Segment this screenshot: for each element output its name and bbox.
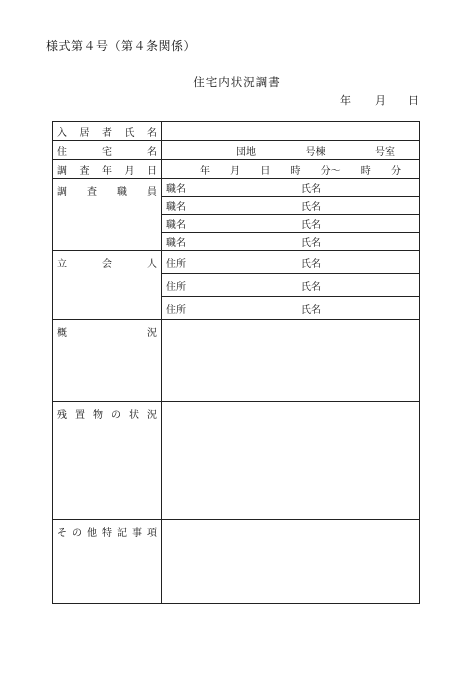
date-month-label: 月 [375,94,386,107]
survey-date-row [53,160,420,179]
witness-row [53,251,420,274]
label-char: 項 [147,528,157,539]
label-char: の [111,410,121,421]
overview-label-cell [53,320,162,402]
witness-entry-1[interactable] [162,251,420,274]
label-char: 氏 [124,127,135,139]
label-char: 概 [57,328,67,339]
staff-position-label: 職名 [166,238,186,249]
label-char: 員 [147,187,157,198]
document-title: 住宅内状況調書 [193,75,281,89]
survey-date-value-cell[interactable] [162,160,420,179]
housing-unit-label: 号室 [375,146,395,158]
date-unit-label: 分～ [320,165,341,177]
date-unit-label: 分 [390,165,401,177]
label-char: 事 [132,528,142,539]
staff-row [53,179,420,197]
housing-label-cell [53,141,162,160]
staff-entry-2[interactable] [162,197,420,215]
date-unit-label: 月 [230,165,241,177]
staff-position-label: 職名 [166,202,186,213]
staff-entry-4[interactable] [162,233,420,251]
label-char: 調 [57,187,67,198]
label-char: 特 [102,528,112,539]
label-char: 況 [147,328,157,339]
label-char: 日 [147,165,157,177]
overview-value-cell[interactable] [162,320,420,402]
housing-value-cell[interactable] [162,141,420,160]
label-char: 査 [87,187,97,198]
date-year-label: 年 [340,94,351,107]
staff-name-label: 氏名 [301,184,321,195]
witness-name-label: 氏名 [301,304,321,316]
remaining-items-label-cell [53,402,162,520]
housing-unit-label: 団地 [236,146,256,158]
staff-position-label: 職名 [166,220,186,231]
label-char: 査 [79,165,90,177]
staff-position-label: 職名 [166,184,186,195]
date-unit-label: 時 [290,165,301,177]
overview-row [53,320,420,402]
staff-entry-1[interactable] [162,179,420,197]
label-char: 人 [147,259,157,270]
staff-name-label: 氏名 [301,238,321,249]
label-char: 残 [57,410,67,421]
witness-address-label: 住所 [166,281,186,293]
witness-entry-3[interactable] [162,297,420,320]
label-char: 記 [117,528,127,539]
date-unit-label: 時 [360,165,371,177]
label-char: 会 [102,259,112,270]
label-char: 調 [57,165,67,177]
label-char: 年 [102,165,112,177]
witness-name-label: 氏名 [301,281,321,293]
witness-label-cell [53,251,162,320]
housing-unit-label: 号棟 [305,146,326,158]
notes-value-cell[interactable] [162,520,420,604]
resident-row [53,122,420,141]
staff-name-label: 氏名 [301,220,321,231]
remaining-items-value-cell[interactable] [162,402,420,520]
witness-entry-2[interactable] [162,274,420,297]
resident-value-cell[interactable] [162,122,420,141]
label-char: 月 [124,165,135,177]
label-char: 置 [75,410,85,421]
notes-row [53,520,420,604]
survey-date-label-cell [53,160,162,179]
resident-label-cell [53,122,162,141]
label-char: 他 [87,528,97,539]
date-unit-label: 年 [200,165,210,177]
label-char: 宅 [102,146,112,158]
label-char: 職 [117,187,127,198]
label-char: 名 [147,127,157,139]
housing-row [53,141,420,160]
date-day-label: 日 [408,94,419,107]
label-char: 立 [57,259,67,270]
notes-label-cell [53,520,162,604]
label-char: 住 [57,146,67,158]
staff-entry-3[interactable] [162,215,420,233]
label-char: 名 [147,146,157,158]
label-char: 者 [102,127,112,139]
witness-address-label: 住所 [166,304,186,316]
label-char: 居 [79,127,90,139]
witness-name-label: 氏名 [301,258,321,270]
label-char: 物 [93,410,103,421]
remaining-items-row [53,402,420,520]
label-char: の [72,528,82,539]
label-char: 入 [57,127,67,139]
witness-address-label: 住所 [166,258,186,270]
staff-label-cell [53,179,162,251]
label-char: 状 [129,410,139,421]
label-char: そ [57,528,67,539]
form-number: 様式第４号（第４条関係） [46,39,197,53]
staff-name-label: 氏名 [301,202,321,213]
date-unit-label: 日 [260,165,271,177]
label-char: 況 [147,410,157,421]
survey-form-table [52,121,420,604]
